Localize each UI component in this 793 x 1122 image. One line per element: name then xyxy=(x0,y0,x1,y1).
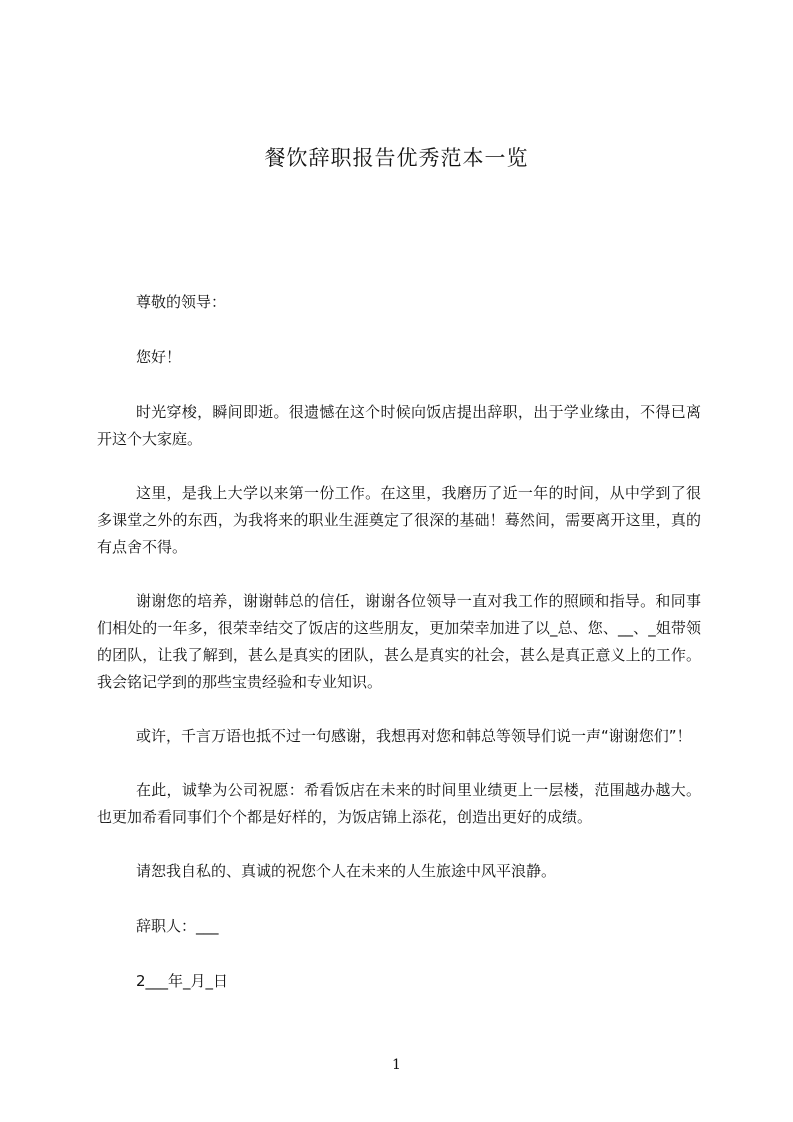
greeting: 您好！ xyxy=(136,348,182,366)
document-title: 餐饮辞职报告优秀范本一览 xyxy=(264,146,529,170)
paragraph-5: 在此，诚挚为公司祝愿：希看饭店在未来的时间里业绩更上一层楼，范围越办越大。也更加希看同事们个个都是好样的，为饭店锦上添花，创造出更好的成绩。 xyxy=(97,781,701,826)
salutation: 尊敬的领导： xyxy=(136,293,227,311)
paragraph-2: 这里，是我上大学以来第一份工作。在这里，我磨历了近一年的时间，从中学到了很多课堂之外的东西，为我将来的职业生涯奠定了很深的基础！蓦然间，需要离开这里，真的有点舍不得。 xyxy=(97,484,701,556)
paragraph-6: 请恕我自私的、真诚的祝您个人在未来的人生旅途中风平浪静。 xyxy=(136,862,557,880)
paragraph-3: 谢谢您的培养，谢谢韩总的信任，谢谢各位领导一直对我工作的照顾和指导。和同事们相处的一年多，很荣幸结交了饭店的这些朋友，更加荣幸加进了以_总、您、__、_姐带领的团队，让我了解到，甚么是真实的团队，甚么是真实的社会，甚么是真正意义上的工作。我会铭记学到的那些宝贵经验和专业知识。 xyxy=(97,592,701,691)
page-number: 1 xyxy=(392,1057,401,1073)
paragraph-1: 时光穿梭，瞬间即逝。很遗憾在这个时候向饭店提出辞职，出于学业缘由，不得已离开这个大家庭。 xyxy=(97,403,701,448)
paragraph-4: 或许，千言万语也抵不过一句感谢，我想再对您和韩总等领导们说一声“谢谢您们”！ xyxy=(136,727,692,745)
date-line: 2___年_月_日 xyxy=(136,972,229,990)
signature-line: 辞职人：___ xyxy=(136,917,219,935)
letter-body xyxy=(97,289,701,1023)
